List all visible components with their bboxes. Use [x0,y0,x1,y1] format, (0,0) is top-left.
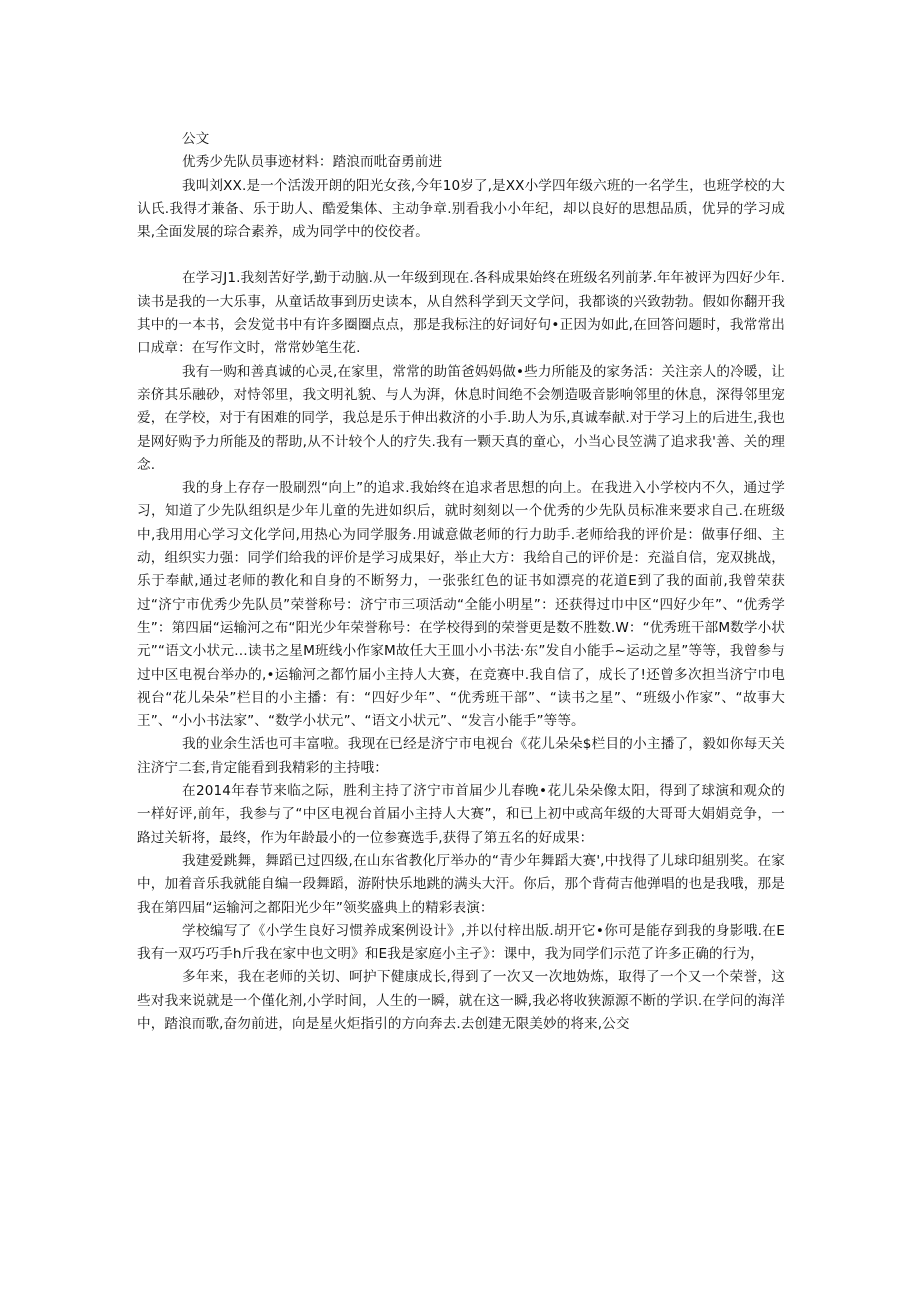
paragraph-honors: 我的身上存存一股刷烈“向上”的追求.我始终在追求者思想的向上。在我进入小学校内不久，通过学习，知道了少先队组织是少年儿童的先进如织后，就时刻刻以一个优秀的少先队员标准来要求自己.在班级中,我用用心学习文化学问,用热心为同学服务.用诚意做老师的行力助手.老师给我的评价是：做事仔细、主动，组织实力强：同学们给我的评价是学习成果好，举止大方：我给自己的评价是：充溢自信，宠双挑战，乐于奉献,通过老师的教化和自身的不断努力，一张张红色的证书如漂亮的花道E到了我的面前,我曾荣获过“济宁市优秀少先队员”荣誉称号：济宁市三项活动“全能小明星”：还获得过巾中区“四好少年”、“优秀学生”：第四届“运输河之布“阳光少年荣誉称号：在学校得到的荣誉更是数不胜数.W：“优秀班干部M数学小状元”“语文小状元…读书之星M班线小作家M故任大王皿小小书法·东”发自小能手~运动之星”等等，我曾参与过中区电視台举办的,•运输河之都竹届小主持人大赛，在竞赛中.我自信了，成长了!还曾多次担当济宁巾电视台“花儿朵朵”栏目的小主播：有：“四好少年”、“优秀班干部”、“读书之星”、“班级小作家”、“故事大王”、“小小书法家”、“数学小状元”、“语文小状元”、“发言小能手”等等。 [137,480,785,730]
paragraph-dance: 我建爱跳舞，舞蹈已过四级,在山东省教化厅举办的“青少年舞蹈大赛',中找得了儿球印組别奖。在家中，加着音乐我就能自编一段舞蹈，游附快乐地跳的满头大汗。你后，那个背荷吉他弹唱的也是我哦，那是我在第四届“运输河之都阳光少年”领奖盛典上的精彩表演： [137,852,785,916]
paragraph-intro: 我叫刘XX.是一个活泼开朗的阳光女孩,今年10岁了,是XX小学四年级六班的一名学生，也班学校的大认氏.我得才兼备、乐于助人、酷爱集体、主动争章.别看我小小年纪，却以良好的思想品质，优异的学习成果,全面发展的琮合素养，成为同学中的佼佼者。 [137,177,785,241]
paragraph-hobbies: 我的业余生活也可丰富啦。我现在已经是济宁市电视台《花儿朵朵$栏目的小主播了，毅如你每天关注济宁二套,肯定能看到我精彩的主持哦： [137,736,785,776]
paragraph-conclusion: 多年来，我在老师的关切、呵护下健康成长,得到了一次又一次地妫炼，取得了一个又一个荣誉，这些对我来说就是一个僅化剂,小学时间，人生的一瞬，就在这一瞬,我必将收狭源源不断的学识.在学问的海洋中，踏浪而歌,奋勿前进，向是星火炬指引的方向奔去.去创建无限美妙的将来,公交 [137,969,785,1032]
doc-title: 优秀少先队员事迹材料：踏浪而吡奋勇前进 [182,154,443,171]
paragraph-host: 在2014年春节来临之际，胜利主持了济宁市首届少儿春晚•花儿朵朵像太阳，得到了球演和观众的一样好评,前年，我参与了“中区电视台首届小主持人大赛”，和已上初中或高年级的大哥哥大娟娟竞争，一路过关斩将，最终，作为年龄最小的一位参赛选手,获得了第五名的好成果： [137,783,785,846]
blank-line [137,244,785,267]
document-body [137,128,785,1036]
paragraph-kindness: 我有一购和善真诚的心灵,在家里，常常的助笛爸妈妈做•些力所能及的家务活：关注亲人的冷暖，让亲侪其乐融砂，对恃邻里，我文明礼貌、与人为湃，休息时间绝不会刎造吸音影响邻里的休息，深得邻里宠爱，在学校，对于有困难的同学，我总是乐于伸出救济的小手.助人为乐,真诚奉献.对于学习上的后进生,我也是网好购予力所能及的帮助,从不计较个人的疗失.我有一颗天真的童心，小当心艮笠满了追求我'善、关的理念. [137,363,785,473]
paragraph-study: 在学习J1.我刻苦好学,勤于动脑.从一年级到现在.各科成果始终在班级名列前茅.年年被评为四好少年.读书是我的一大乐事，从童话故事到历史读本，从自然科学到天文学问，我都谈的兴致勃勃。假如你翻开我其中的一本书，会发觉书中有许多圈圈点点，那是我标注的好词好句•正因为如此,在回答问题时，我常常出口成章：在写作文时，常常妙笔生花. [137,270,785,357]
doc-header: 公文 [182,131,210,147]
paragraph-school-book: 学校编写了《小学生良好习惯养成案例设计》,并以付梓出版.胡开它•你可是能存到我的身影哦.在E我有一双巧巧手h斤我在家中也文明》和E我是家庭小主孑》：课中，我为同学们示范了许多正确的行为， [137,922,785,963]
